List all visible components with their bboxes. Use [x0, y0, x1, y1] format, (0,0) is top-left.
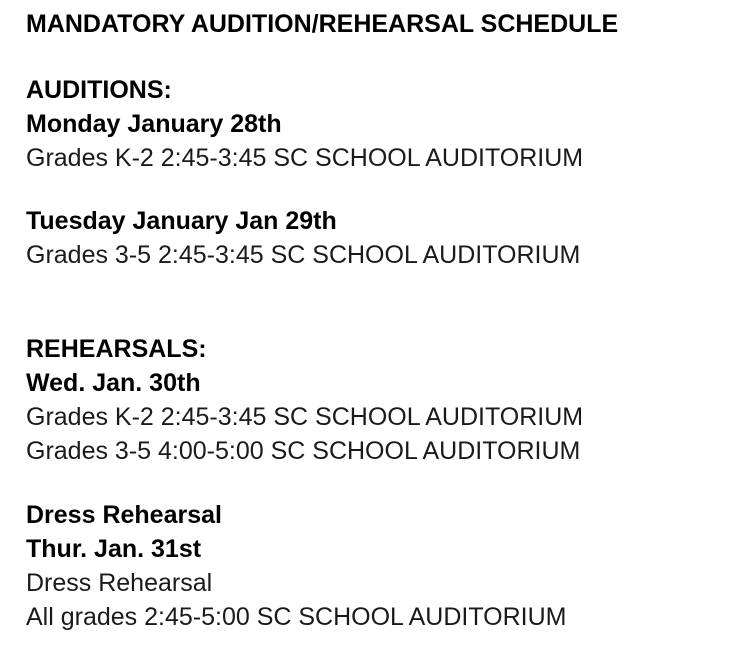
rehearsal-day-wednesday: Wed. Jan. 30th	[26, 369, 201, 397]
dress-rehearsal-heading: Dress Rehearsal	[26, 501, 222, 529]
auditions-heading: AUDITIONS:	[26, 76, 172, 104]
dress-rehearsal-day: Thur. Jan. 31st	[26, 535, 202, 563]
rehearsals-heading: REHEARSALS:	[26, 335, 207, 363]
audition-line-k2: Grades K-2 2:45-3:45 SC SCHOOL AUDITORIUM	[26, 144, 584, 172]
dress-rehearsal-label: Dress Rehearsal	[26, 569, 213, 597]
rehearsal-line-3-5: Grades 3-5 4:00-5:00 SC SCHOOL AUDITORIUM	[26, 437, 581, 465]
audition-day-tuesday: Tuesday January Jan 29th	[26, 207, 337, 235]
dress-rehearsal-all-grades: All grades 2:45-5:00 SC SCHOOL AUDITORIUM	[26, 603, 567, 631]
document-title: MANDATORY AUDITION/REHEARSAL SCHEDULE	[26, 10, 619, 38]
audition-day-monday: Monday January 28th	[26, 110, 282, 138]
audition-line-3-5: Grades 3-5 2:45-3:45 SC SCHOOL AUDITORIUM	[26, 241, 581, 269]
rehearsal-line-k2: Grades K-2 2:45-3:45 SC SCHOOL AUDITORIUM	[26, 403, 584, 431]
